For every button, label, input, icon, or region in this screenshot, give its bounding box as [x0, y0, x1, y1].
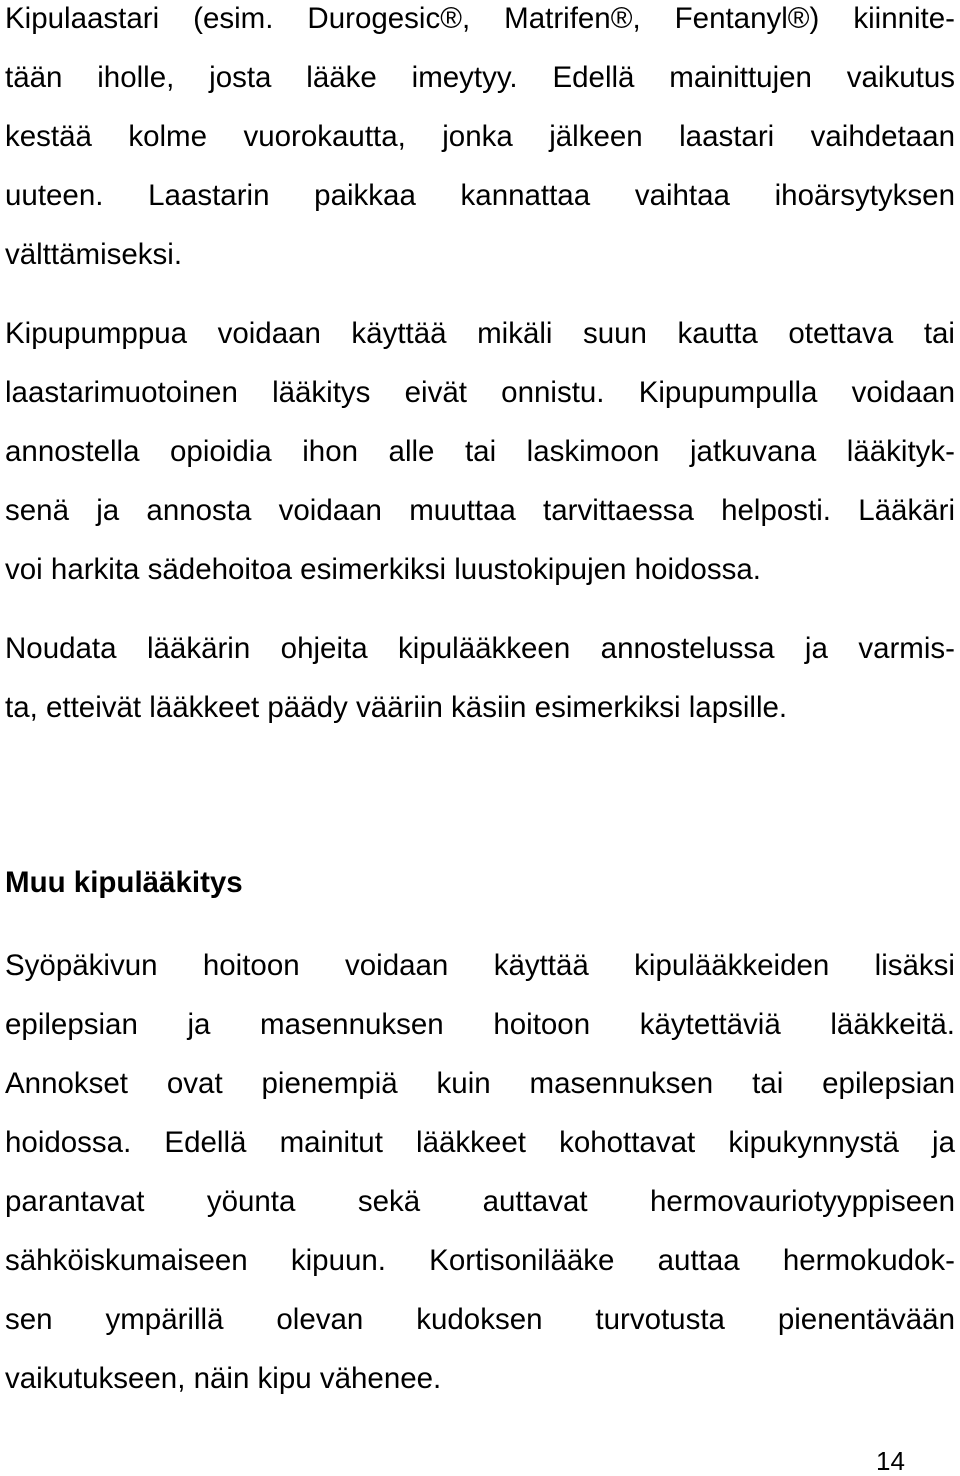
text-line: Kipupumppua voidaan käyttää mikäli suun kautta otettava tai: [5, 317, 955, 350]
text-line: epilepsian ja masennuksen hoitoon käytettäviä lääkkeitä.: [5, 1008, 955, 1041]
text-line: parantavat yöunta sekä auttavat hermovauriotyyppiseen: [5, 1185, 955, 1218]
text-line: Syöpäkivun hoitoon voidaan käyttää kipulääkkeiden lisäksi: [5, 949, 955, 982]
text-line: kestää kolme vuorokautta, jonka jälkeen laastari vaihdetaan: [5, 120, 955, 153]
text-line: uuteen. Laastarin paikkaa kannattaa vaihtaa ihoärsytyksen: [5, 179, 955, 212]
text-line: vaikutukseen, näin kipu vähenee.: [5, 1362, 442, 1395]
text-line: sähköiskumaiseen kipuun. Kortisonilääke auttaa hermokudok-: [5, 1244, 955, 1277]
text-line: voi harkita sädehoitoa esimerkiksi luustokipujen hoidossa.: [5, 553, 761, 586]
text-line: senä ja annosta voidaan muuttaa tarvittaessa helposti. Lääkäri: [5, 494, 955, 527]
page-number: 14: [876, 1446, 905, 1476]
text-line: tään iholle, josta lääke imeytyy. Edellä mainittujen vaikutus: [5, 61, 955, 94]
text-line: sen ympärillä olevan kudoksen turvotusta pienentävään: [5, 1303, 955, 1336]
text-line: ta, etteivät lääkkeet päädy vääriin käsiin esimerkiksi lapsille.: [5, 691, 788, 724]
section-heading: Muu kipulääkitys: [5, 866, 243, 899]
text-line: Annokset ovat pienempiä kuin masennuksen tai epilepsian: [5, 1067, 955, 1100]
text-line: välttämiseksi.: [5, 238, 183, 271]
text-line: hoidossa. Edellä mainitut lääkkeet kohottavat kipukynnystä ja: [5, 1126, 955, 1159]
text-line: laastarimuotoinen lääkitys eivät onnistu. Kipupumpulla voidaan: [5, 376, 955, 409]
text-line: Noudata lääkärin ohjeita kipulääkkeen annostelussa ja varmis-: [5, 632, 955, 665]
text-line: annostella opioidia ihon alle tai laskimoon jatkuvana lääkityk-: [5, 435, 955, 468]
text-line: Kipulaastari (esim. Durogesic®, Matrifen®, Fentanyl®) kiinnite-: [5, 2, 955, 35]
